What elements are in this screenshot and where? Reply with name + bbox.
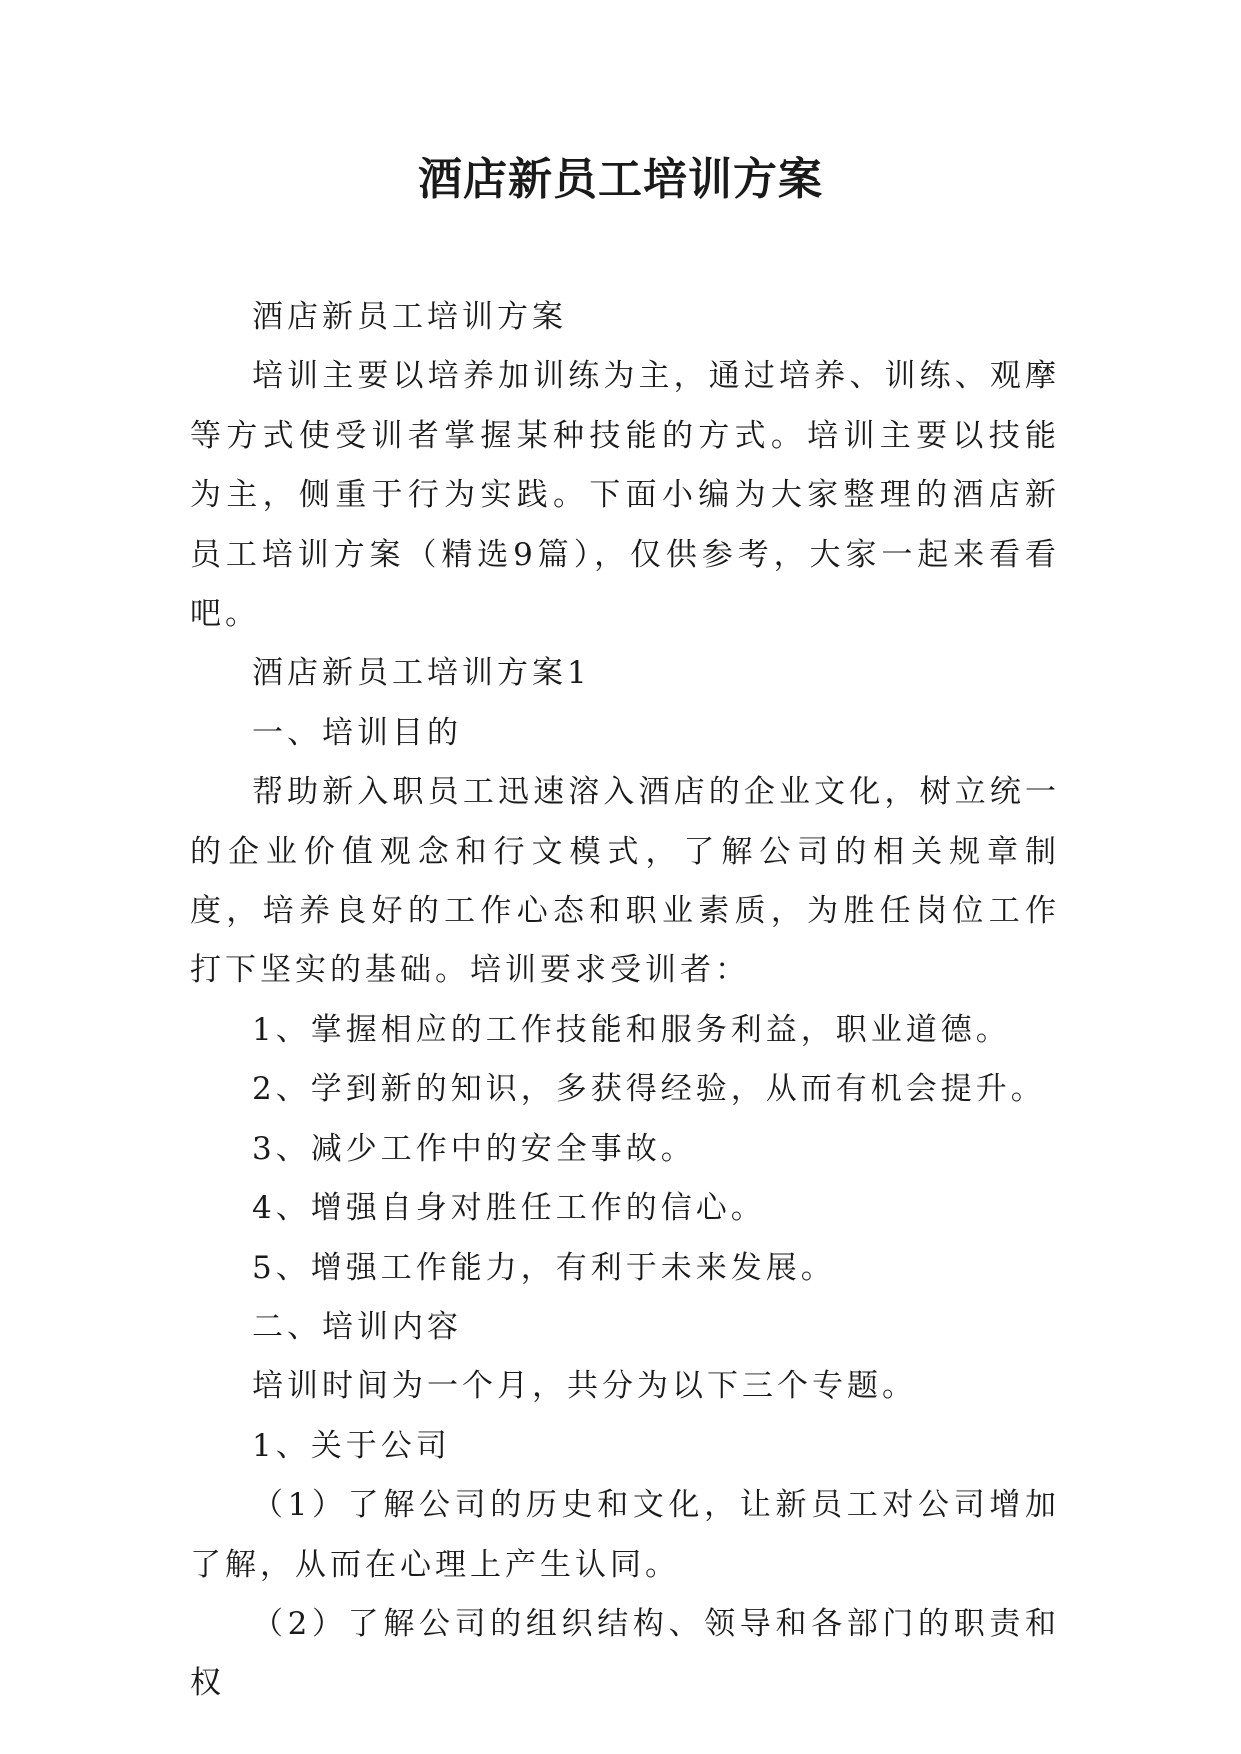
paragraph-subtitle: 酒店新员工培训方案 xyxy=(252,299,567,335)
list-item: 5、增强工作能力，有利于未来发展。 xyxy=(252,1249,836,1286)
document-title: 酒店新员工培训方案 xyxy=(418,154,823,205)
paragraph-sub-item: （1）了解公司的历史和文化，让新员工对公司增加了解，从而在心理上产生认同。 xyxy=(190,1487,1060,1583)
list-item: 1、掌握相应的工作技能和服务利益，职业道德。 xyxy=(252,1011,1011,1048)
paragraph-purpose: 帮助新入职员工迅速溶入酒店的企业文化，树立统一的企业价值观念和行文模式，了解公司的相关规章制度，培养良好的工作心态和职业素质，为胜任岗位工作打下坚实的基础。培训要求受训者： xyxy=(190,774,1060,989)
document-body xyxy=(190,288,1060,1714)
list-item: 2、学到新的知识，多获得经验，从而有机会提升。 xyxy=(252,1071,1046,1108)
paragraph-topic-company: 1、关于公司 xyxy=(252,1427,451,1464)
paragraph-heading-purpose: 一、培训目的 xyxy=(252,714,462,751)
paragraph-sub-item: （2）了解公司的组织结构、领导和各部门的职责和权 xyxy=(190,1605,1060,1702)
list-item: 3、减少工作中的安全事故。 xyxy=(252,1130,696,1167)
list-item: 4、增强自身对胜任工作的信心。 xyxy=(252,1190,766,1227)
paragraph-intro: 培训主要以培养加训练为主，通过培养、训练、观摩等方式使受训者掌握某种技能的方式。培训主要以技能为主，侧重于行为实践。下面小编为大家整理的酒店新员工培训方案（精选9篇），仅供参考，大家一起来看看吧。 xyxy=(190,358,1060,633)
paragraph-section-heading: 酒店新员工培训方案1 xyxy=(252,655,591,692)
paragraph-duration: 培训时间为一个月，共分为以下三个专题。 xyxy=(252,1368,917,1405)
paragraph-heading-content: 二、培训内容 xyxy=(252,1308,462,1345)
